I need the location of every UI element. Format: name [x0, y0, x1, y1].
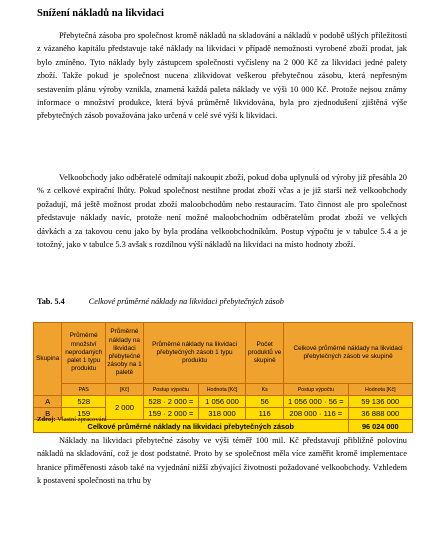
cell-hodnota2: 59 136 000 — [348, 396, 412, 408]
cell-postup1: 528 · 2 000 = — [143, 396, 198, 408]
header-skupina: Skupina — [34, 323, 62, 396]
unit-c5b: Hodnota [Kč] — [348, 384, 412, 396]
section-heading: Snížení nákladů na likvidaci — [37, 8, 164, 19]
table-row — [34, 396, 413, 408]
table-number: Tab. 5.4 — [37, 297, 65, 306]
cell-hodnota2: 36 888 000 — [348, 408, 412, 420]
cell-mnozstvi: 159 — [62, 408, 106, 420]
cell-hodnota1: 1 056 000 — [198, 396, 245, 408]
cell-mnozstvi: 528 — [62, 396, 106, 408]
unit-c3b: Hodnota [Kč] — [198, 384, 245, 396]
unit-c1: PAS — [62, 384, 106, 396]
cell-postup2: 1 056 000 · 56 = — [284, 396, 348, 408]
unit-c2: [Kč] — [106, 384, 144, 396]
cell-skupina: B — [34, 408, 62, 420]
header-naklady-paleta: Průměrné náklady na likvidaci přebytečné zásoby na 1 paletě — [106, 323, 144, 384]
header-celkove: Celkové průměrné náklady na likvidaci přebytečných zásob ve skupině — [284, 323, 413, 384]
cell-naklady-paleta: 2 000 — [106, 396, 144, 420]
cell-skupina: A — [34, 396, 62, 408]
cell-postup1: 159 · 2 000 = — [143, 408, 198, 420]
table-header-row — [34, 323, 413, 384]
unit-c3a: Postup výpočtu — [143, 384, 198, 396]
unit-c5a: Postup výpočtu — [284, 384, 348, 396]
cell-pocet: 56 — [246, 396, 284, 408]
total-label: Celkové průměrné náklady na likvidaci přebytečných zásob — [34, 420, 349, 433]
source-label: Zdroj: — [37, 416, 56, 423]
cell-pocet: 116 — [246, 408, 284, 420]
source-text: Vlastní zpracování — [57, 416, 107, 423]
paragraph-2: Velkoobchody jako odběratelé odmítají nakoupit zboží, pokud doba uplynulá od výroby již přesáhla 20 % z celkové expirační lhůty. Pokud společnost nestihne prodat zboží včas a je již starší než velkoobchody požadují, má ještě možnost prodat zboží maloobchodům nebo restauracím. Tato činnost ale pro společnost představuje náklady navíc, protože není možné maloobchodním odběratelům prodat zboží ve velkých dávkách a za takovou cenu jako by byla prodána velkoobchodníkům. Postup výpočtu je v tabulce 5.4 a je totožný, jako v tabulce 5.3 avšak s rozdílnou výší nákladů na likvidaci na místo hodnoty zboží. — [37, 173, 407, 250]
table-source — [37, 416, 107, 423]
cell-hodnota1: 318 000 — [198, 408, 245, 420]
total-value: 96 024 000 — [348, 420, 412, 433]
header-naklady-typ: Průměrné náklady na likvidaci přebytečných zásob 1 typu produktu — [143, 323, 245, 384]
header-pocet: Počet produktů ve skupině — [246, 323, 284, 384]
cell-postup2: 208 000 · 116 = — [284, 408, 348, 420]
header-mnozstvi: Průměrné množství neprodaných palet 1 typu produktu — [62, 323, 106, 384]
table-title: Celkové průměrné náklady na likvidaci přebytečných zásob — [88, 297, 284, 306]
table-caption — [37, 297, 284, 306]
paragraph-3: Náklady na likvidaci přebytečné zásoby ve výši téměř 100 mil. Kč představují přibližně polovinu nákladů na skladování, což je dost podstatné. Proto by se společnost měla více zaměřit kromě implementace hranice přiměřenosti zásob také na vyjednání nižší zbývající životnosti požadované velkoobchody. Vzhledem k postavení společnosti na trhu by — [37, 436, 407, 486]
paragraph-1: Přebytečná zásoba pro společnost kromě nákladů na skladování a nákladů v podobě ušlých příležitostí z vázaného kapitálu představuje také náklady na likvidaci v případě nemožnosti vyrobené zboží prodat, jak bylo zmíněno. Tyto náklady byly zástupcem společnosti vyčísleny na 2 000 Kč za likvidaci jedné palety zboží. Takže pokud je společnost nucena zlikvidovat veškerou přebytečnou zásobu, která nepřesným sestavením plánu výroby vznikla, znamená každá paleta náklady ve výši 10 000 Kč. Protože nejsou známy informace o množství produkce, která bývá průměrně likvidována, byla pro zjednodušení zjištěná výše přebytečných zásob považována jako určená v celé své výši k likvidaci. — [37, 31, 407, 121]
table-units-row — [34, 384, 413, 396]
unit-c4: Ks — [246, 384, 284, 396]
